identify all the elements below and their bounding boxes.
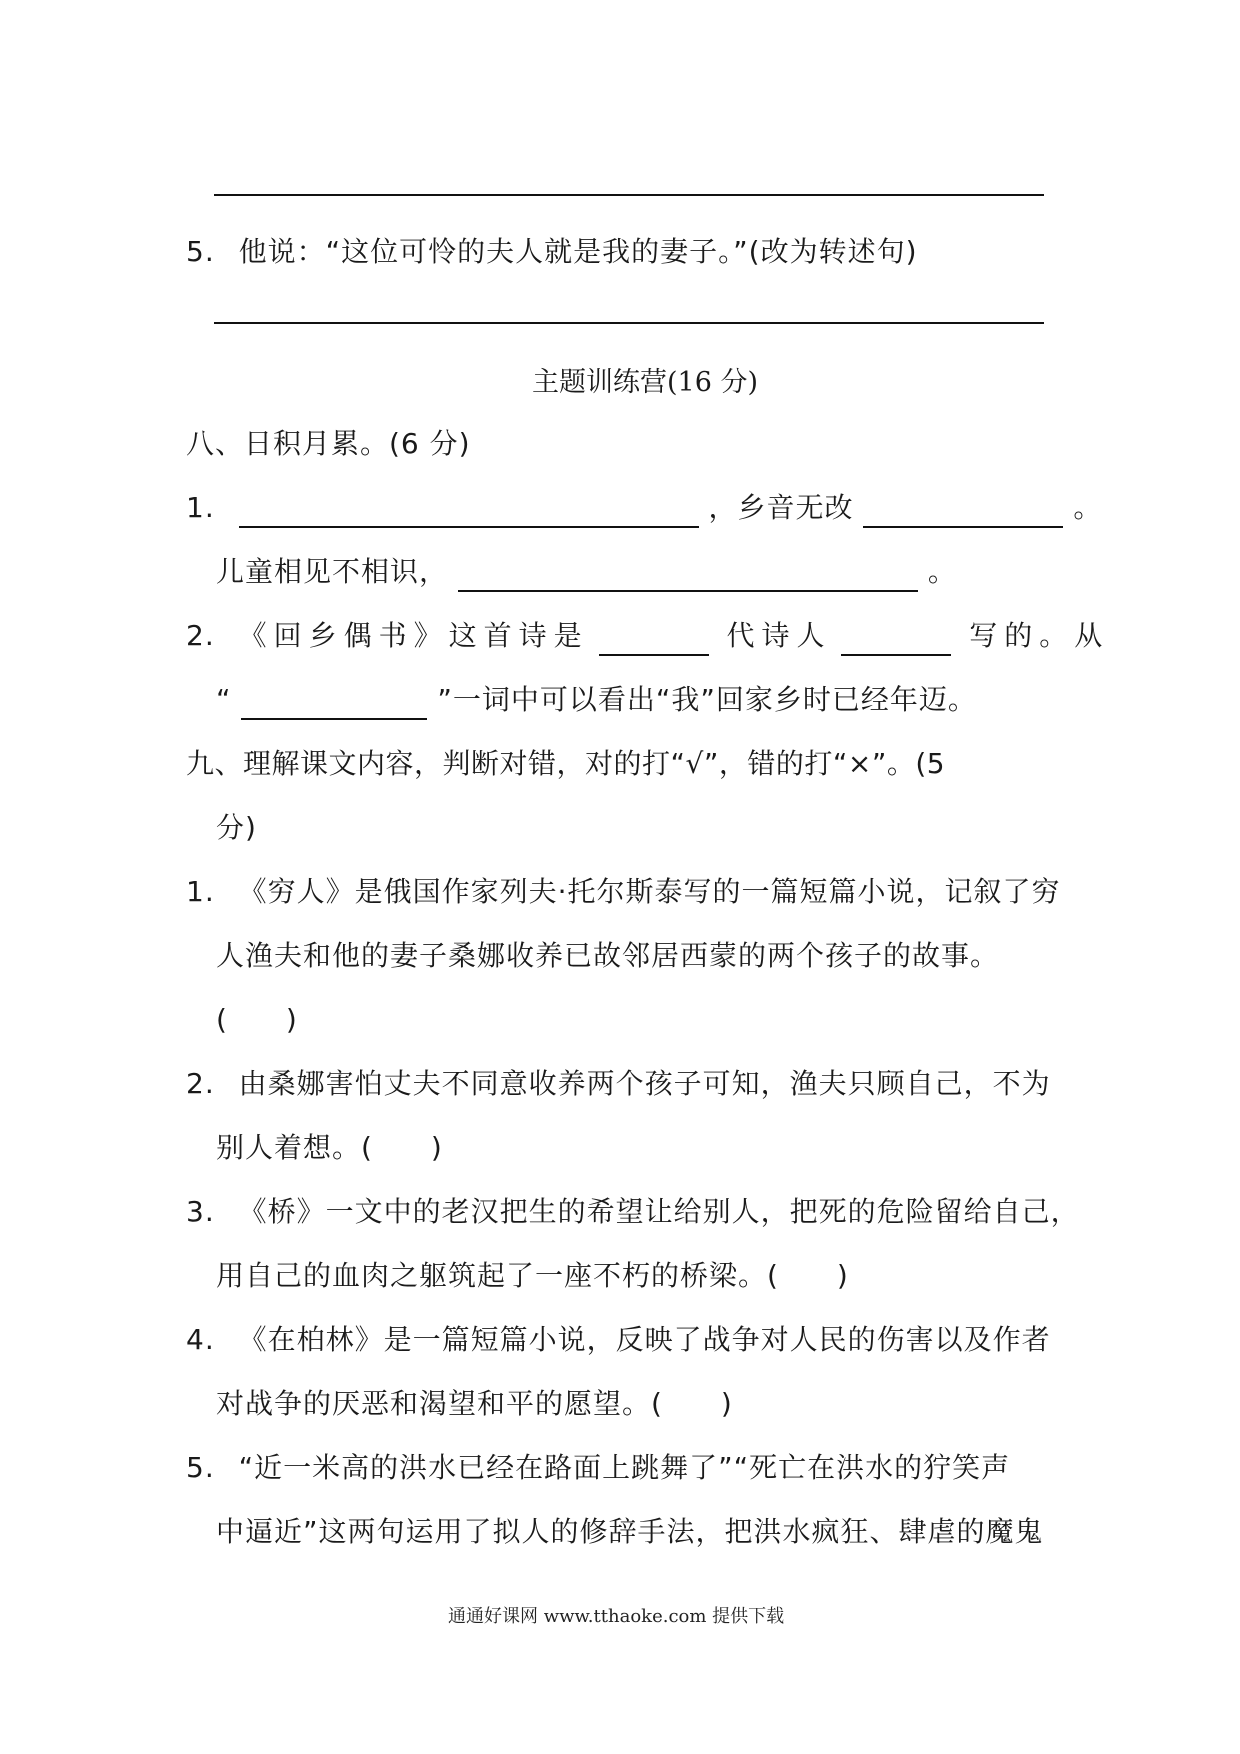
footer-credit: 通通好课网 www.tthaoke.com 提供下载 bbox=[448, 1606, 785, 1627]
blank-poem-line-4[interactable] bbox=[458, 560, 918, 592]
part-8-question-1-line-1 bbox=[186, 488, 1102, 528]
question-text: ”一词中可以看出“我”回家乡时已经年迈。 bbox=[437, 683, 977, 716]
punctuation: 。 bbox=[1073, 491, 1103, 524]
question-5-rewrite bbox=[186, 232, 918, 272]
statement-text: 由桑娜害怕丈夫不同意收养两个孩子可知，渔夫只顾自己，不为 bbox=[238, 1067, 1051, 1100]
section-title: 主题训练营(16 分) bbox=[532, 367, 759, 398]
part-9-item-4-line-2: 对战争的厌恶和渴望和平的愿望。( ) bbox=[216, 1387, 733, 1420]
blank-poem-line-2[interactable] bbox=[863, 496, 1063, 528]
question-text: 他说：“这位可怜的夫人就是我的妻子。”(改为转述句) bbox=[238, 235, 918, 268]
part-9-item-3-line-2: 用自己的血肉之躯筑起了一座不朽的桥梁。( ) bbox=[216, 1259, 849, 1292]
question-text: 写的。从 bbox=[969, 619, 1110, 652]
answer-parentheses-1[interactable]: ( ) bbox=[216, 1003, 298, 1036]
question-number: 4. bbox=[186, 1323, 215, 1356]
statement-text: “近一米高的洪水已经在路面上跳舞了”“死亡在洪水的狞笑声 bbox=[238, 1451, 1011, 1484]
statement-text: 《在柏林》是一篇短篇小说，反映了战争对人民的伤害以及作者 bbox=[238, 1323, 1051, 1356]
question-number: 2. bbox=[186, 619, 215, 652]
part-9-item-5-line-1 bbox=[186, 1448, 1010, 1488]
blank-dynasty[interactable] bbox=[599, 624, 709, 656]
part-8-question-2-line-2 bbox=[216, 680, 977, 720]
poem-text: ，乡音无改 bbox=[708, 491, 854, 524]
part-9-item-1-line-2: 人渔夫和他的妻子桑娜收养已故邻居西蒙的两个孩子的故事。 bbox=[216, 939, 1000, 972]
part-9-heading-line-1: 九、理解课文内容，判断对错，对的打“√”，错的打“×”。(5 bbox=[186, 747, 946, 780]
part-8-question-1-line-2 bbox=[216, 552, 957, 592]
statement-text: 《桥》一文中的老汉把生的希望让给别人，把死的危险留给自己， bbox=[238, 1195, 1080, 1228]
question-number: 1. bbox=[186, 491, 215, 524]
statement-text: 《穷人》是俄国作家列夫·托尔斯泰写的一篇短篇小说，记叙了穷 bbox=[238, 875, 1061, 908]
part-9-item-5-line-2: 中逼近”这两句运用了拟人的修辞手法，把洪水疯狂、肆虐的魔鬼 bbox=[216, 1515, 1044, 1548]
question-number: 1. bbox=[186, 875, 215, 908]
poem-text: 儿童相见不相识， bbox=[216, 555, 449, 588]
question-text: 《回乡偶书》这首诗是 bbox=[238, 619, 589, 652]
part-8-heading: 八、日积月累。(6 分) bbox=[186, 427, 471, 460]
question-text: 代诗人 bbox=[726, 619, 832, 652]
question-number: 5. bbox=[186, 235, 215, 268]
question-number: 5. bbox=[186, 1451, 215, 1484]
answer-line-top bbox=[214, 194, 1044, 196]
answer-line-q5[interactable] bbox=[214, 322, 1044, 324]
blank-word[interactable] bbox=[241, 688, 427, 720]
part-9-heading-line-2: 分) bbox=[216, 811, 257, 844]
punctuation: 。 bbox=[927, 555, 957, 588]
part-9-item-1-line-1 bbox=[186, 872, 1061, 912]
blank-poem-line-1[interactable] bbox=[239, 496, 699, 528]
quote-mark: “ bbox=[216, 683, 232, 716]
part-9-item-2-line-1 bbox=[186, 1064, 1051, 1104]
part-9-item-4-line-1 bbox=[186, 1320, 1051, 1360]
question-number: 2. bbox=[186, 1067, 215, 1100]
question-number: 3. bbox=[186, 1195, 215, 1228]
part-9-item-3-line-1 bbox=[186, 1192, 1080, 1232]
part-9-item-2-line-2: 别人着想。( ) bbox=[216, 1131, 443, 1164]
part-8-question-2-line-1 bbox=[186, 616, 1109, 656]
blank-poet[interactable] bbox=[841, 624, 951, 656]
